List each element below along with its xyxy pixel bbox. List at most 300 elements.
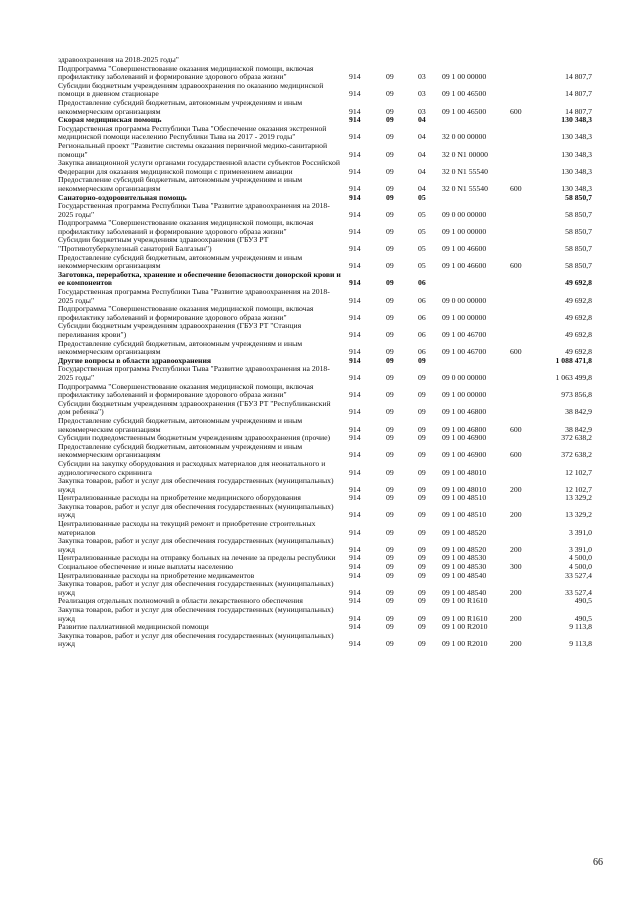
cell-amount: 372 638,2 [561, 433, 592, 443]
cell-subsection-code: 09 [418, 553, 426, 563]
cell-section-code: 09 [386, 433, 394, 443]
cell-subsection-code: 09 [418, 467, 426, 477]
cell-target-article: 09 1 00 46700 [442, 330, 487, 339]
cell-subsection-code: 06 [418, 347, 426, 357]
row-name: Субсидии подведомственным бюджетным учреждениям здравоохранения (прочие) [58, 433, 331, 443]
row-name: Предоставление субсидий бюджетным, автономным учреждениям и иным некоммерческим организациям [58, 252, 303, 271]
cell-subsection-code: 06 [418, 295, 426, 305]
cell-admin-code: 914 [349, 613, 361, 623]
cell-section-code: 09 [386, 192, 394, 202]
cell-target-article: 09 1 00 00000 [442, 390, 487, 400]
cell-admin-code: 914 [349, 355, 361, 365]
cell-section-code: 09 [386, 166, 394, 176]
cell-amount: 38 842,9 [565, 407, 592, 417]
cell-target-article: 09 1 00 00000 [442, 312, 487, 322]
cell-target-article: 09 1 00 00000 [442, 72, 487, 82]
cell-amount: 14 807,7 [565, 89, 592, 99]
cell-expense-type [506, 460, 540, 477]
cell-expense-type [506, 219, 540, 236]
cell-target-article: 09 1 00 48010 [442, 484, 487, 494]
cell-section-code: 09 [386, 278, 394, 288]
cell-target-article: 09 1 00 48010 [442, 467, 487, 477]
row-name: Закупка авиационной услуги органами государственной власти субъектов Российской Федерации для оказания медицинской помощи с применением авиации [58, 158, 340, 176]
table-row [58, 520, 594, 537]
cell-amount: 130 348,3 [561, 166, 592, 176]
cell-target-article [442, 357, 506, 366]
cell-target-article: 09 1 00 R2010 [442, 622, 488, 632]
cell-expense-type [506, 82, 540, 99]
cell-amount: 130 348,3 [561, 149, 592, 159]
table-row [58, 580, 594, 597]
cell-subsection-code: 09 [418, 562, 426, 572]
cell-target-article: 09 1 00 48530 [442, 553, 487, 563]
cell-subsection-code: 09 [418, 493, 426, 503]
row-name: Государственная программа Республики Тыва "Развитие здравоохранения на 2018-2025 годы" [58, 364, 330, 382]
table-row [58, 383, 594, 400]
cell-subsection-code: 09 [418, 390, 426, 400]
table-row [58, 159, 594, 176]
cell-section-code: 09 [386, 424, 394, 434]
cell-expense-type [506, 623, 540, 632]
cell-expense-type [506, 494, 540, 503]
cell-admin-code: 914 [349, 544, 361, 554]
table-row [58, 82, 594, 99]
cell-admin-code: 914 [349, 149, 361, 159]
cell-subsection-code: 09 [418, 450, 426, 460]
cell-admin-code: 914 [349, 183, 361, 193]
table-row [58, 400, 594, 417]
cell-expense-type: 300 [510, 562, 522, 572]
row-name: Предоставление субсидий бюджетным, автономным учреждениям и иным некоммерческим организациям [58, 338, 303, 357]
cell-section-code: 09 [386, 312, 394, 322]
cell-admin-code: 914 [349, 390, 361, 400]
cell-admin-code: 914 [349, 166, 361, 176]
table-row [58, 288, 594, 305]
cell-subsection-code: 09 [418, 613, 426, 623]
cell-amount: 58 850,7 [565, 226, 592, 236]
cell-subsection-code: 04 [418, 115, 426, 125]
table-row [58, 322, 594, 339]
cell-admin-code: 914 [349, 226, 361, 236]
cell-admin-code [345, 56, 381, 65]
cell-section-code [381, 56, 417, 65]
cell-admin-code: 914 [349, 244, 361, 254]
cell-section-code: 09 [386, 347, 394, 357]
table-row [58, 460, 594, 477]
cell-amount: 130 348,3 [561, 183, 592, 193]
cell-expense-type: 200 [510, 544, 522, 554]
cell-expense-type [506, 271, 540, 288]
row-name: Субсидии бюджетным учреждениям здравоохранения (ГБУЗ РТ "Станция переливания крови") [58, 321, 302, 339]
cell-admin-code: 914 [349, 132, 361, 142]
cell-subsection-code: 04 [418, 132, 426, 142]
cell-section-code: 09 [386, 622, 394, 632]
cell-target-article: 09 1 00 48540 [442, 570, 487, 580]
row-name: Другие вопросы в области здравоохранения [58, 355, 212, 365]
table-row [58, 417, 594, 434]
cell-admin-code: 914 [349, 553, 361, 563]
cell-amount: 4 500,0 [568, 553, 592, 563]
cell-target-article: 09 0 00 00000 [442, 209, 487, 219]
cell-amount: 14 807,7 [565, 106, 592, 116]
cell-expense-type [506, 597, 540, 606]
row-name: Реализация отдельных полномочий в области лекарственного обеспечения [58, 596, 303, 606]
cell-subsection-code: 06 [418, 330, 426, 339]
cell-target-article: 09 1 00 48510 [442, 493, 487, 503]
cell-section-code: 09 [386, 450, 394, 460]
cell-amount: 49 692,8 [565, 330, 592, 339]
cell-expense-type: 200 [510, 484, 522, 494]
cell-subsection-code: 09 [418, 527, 426, 537]
cell-expense-type [506, 365, 540, 382]
cell-admin-code: 914 [349, 639, 361, 649]
row-name: Централизованные расходы на приобретение медикаментов [58, 570, 255, 580]
cell-target-article: 09 1 00 46800 [442, 424, 487, 434]
cell-section-code: 09 [386, 330, 394, 339]
cell-admin-code: 914 [349, 89, 361, 99]
cell-admin-code: 914 [349, 407, 361, 417]
cell-subsection-code [417, 56, 442, 65]
cell-subsection-code: 09 [418, 544, 426, 554]
cell-target-article: 09 1 00 R1610 [442, 613, 488, 623]
cell-section-code: 09 [386, 596, 394, 606]
cell-admin-code: 914 [349, 450, 361, 460]
row-name: Подпрограмма "Совершенствование оказания медицинской помощи, включая профилактику заболеваний и формирование здорового образа жизни" [58, 381, 314, 400]
table-row [58, 537, 594, 554]
table-row [58, 202, 594, 219]
table-row [58, 340, 594, 357]
row-name: Подпрограмма "Совершенствование оказания медицинской помощи, включая профилактику заболеваний и формирование здорового образа жизни" [58, 218, 314, 236]
table-row [58, 271, 594, 288]
table-row [58, 503, 594, 520]
cell-target-article: 09 1 00 48510 [442, 510, 487, 520]
cell-expense-type [506, 288, 540, 305]
cell-expense-type: 600 [510, 261, 522, 271]
cell-section-code: 09 [386, 115, 394, 125]
cell-section-code: 09 [386, 149, 394, 159]
cell-target-article: 09 1 00 46800 [442, 407, 487, 417]
table-row [58, 443, 594, 460]
cell-subsection-code: 09 [418, 639, 426, 649]
row-name: Предоставление субсидий бюджетным, автономным учреждениям и иным некоммерческим организациям [58, 441, 303, 460]
cell-target-article: 09 1 00 48520 [442, 544, 487, 554]
row-name: Субсидии бюджетным учреждениям здравоохранения (ГБУЗ РТ "Противотуберкулезный санаторий Балгазын") [58, 235, 269, 254]
row-name: Социальное обеспечение и иные выплаты населению [58, 562, 234, 572]
cell-section-code: 09 [386, 613, 394, 623]
row-name: Санаторно-оздоровительная помощь [58, 192, 187, 202]
cell-amount: 33 527,4 [565, 587, 592, 597]
cell-section-code: 09 [386, 587, 394, 597]
cell-amount: 14 807,7 [565, 72, 592, 82]
cell-admin-code: 914 [349, 467, 361, 477]
cell-admin-code: 914 [349, 72, 361, 82]
row-name: Государственная программа Республики Тыва "Развитие здравоохранения на 2018-2025 годы" [58, 201, 330, 219]
row-name: Предоставление субсидий бюджетным, автономным учреждениям и иным некоммерческим организациям [58, 97, 303, 116]
cell-amount: 49 692,8 [565, 295, 592, 305]
cell-section-code: 09 [386, 261, 394, 271]
cell-admin-code: 914 [349, 261, 361, 271]
cell-subsection-code: 03 [418, 72, 426, 82]
cell-subsection-code: 09 [418, 622, 426, 632]
row-name: Предоставление субсидий бюджетным, автономным учреждениям и иным некоммерческим организациям [58, 415, 303, 434]
cell-admin-code: 914 [349, 347, 361, 357]
cell-section-code: 09 [386, 570, 394, 580]
cell-expense-type: 600 [510, 424, 522, 434]
cell-subsection-code: 09 [418, 355, 426, 365]
table-row [58, 176, 594, 193]
cell-amount: 130 348,3 [561, 132, 592, 142]
row-name: Субсидии бюджетным учреждениям здравоохранения по оказанию медицинской помощи в дневном стационаре [58, 80, 324, 99]
cell-target-article: 09 1 00 46600 [442, 244, 487, 254]
cell-target-article [442, 194, 506, 203]
cell-subsection-code: 04 [418, 183, 426, 193]
cell-section-code: 09 [386, 484, 394, 494]
row-name: Субсидии бюджетным учреждениям здравоохранения (ГБУЗ РТ "Республиканский дом ребенка") [58, 398, 331, 417]
table-row [58, 125, 594, 142]
cell-expense-type [506, 202, 540, 219]
cell-subsection-code: 05 [418, 209, 426, 219]
cell-amount: 490,5 [574, 613, 592, 623]
cell-subsection-code: 09 [418, 596, 426, 606]
cell-subsection-code: 09 [418, 570, 426, 580]
table-row [58, 142, 594, 159]
table-row [58, 99, 594, 116]
cell-section-code: 09 [386, 72, 394, 82]
cell-expense-type [506, 194, 540, 203]
cell-expense-type [506, 159, 540, 176]
row-name: Субсидии на закупку оборудования и расходных материалов для неонатального и аудиологического скрининга [58, 458, 326, 477]
cell-section-code: 09 [386, 183, 394, 193]
cell-expense-type [506, 56, 540, 65]
cell-section-code: 09 [386, 493, 394, 503]
cell-subsection-code: 09 [418, 433, 426, 443]
row-name: Закупка товаров, работ и услуг для обеспечения государственных (муниципальных) нужд [58, 605, 334, 623]
cell-subsection-code: 04 [418, 166, 426, 176]
cell-section-code: 09 [386, 639, 394, 649]
cell-section-code: 09 [386, 527, 394, 537]
cell-admin-code: 914 [349, 587, 361, 597]
cell-admin-code: 914 [349, 278, 361, 288]
cell-section-code: 09 [386, 132, 394, 142]
cell-expense-type [506, 357, 540, 366]
row-name: Скорая медицинская помощь [58, 115, 162, 125]
cell-section-code: 09 [386, 295, 394, 305]
cell-admin-code: 914 [349, 295, 361, 305]
cell-expense-type [506, 236, 540, 253]
table-row [58, 632, 594, 649]
cell-amount: 490,5 [574, 596, 592, 606]
cell-amount: 33 527,4 [565, 570, 592, 580]
row-name: Закупка товаров, работ и услуг для обеспечения государственных (муниципальных) нужд [58, 501, 334, 520]
table-row [58, 236, 594, 253]
cell-expense-type: 600 [510, 450, 522, 460]
cell-expense-type [506, 572, 540, 581]
cell-target-article [442, 56, 506, 65]
cell-subsection-code: 06 [418, 278, 426, 288]
cell-expense-type [506, 322, 540, 339]
cell-target-article: 09 1 00 48530 [442, 562, 487, 572]
cell-section-code: 09 [386, 562, 394, 572]
cell-expense-type [506, 305, 540, 322]
cell-admin-code: 914 [349, 372, 361, 382]
cell-expense-type: 600 [510, 183, 522, 193]
cell-admin-code: 914 [349, 510, 361, 520]
cell-amount: 3 391,0 [568, 544, 592, 554]
cell-expense-type: 600 [510, 347, 522, 357]
cell-section-code: 09 [386, 209, 394, 219]
cell-amount: 9 113,8 [569, 639, 592, 649]
cell-expense-type: 600 [510, 106, 522, 116]
cell-admin-code: 914 [349, 527, 361, 537]
cell-target-article: 09 1 00 46500 [442, 89, 487, 99]
cell-target-article: 32 0 N1 00000 [442, 149, 488, 159]
row-name: Государственная программа Республики Тыва "Обеспечение оказания экстренной медицинской помощи населению Республики Тыва на 2017 - 2019 годы" [58, 123, 327, 142]
cell-target-article: 32 0 00 00000 [442, 132, 487, 142]
cell-amount: 49 692,8 [565, 278, 592, 288]
row-name: Подпрограмма "Совершенствование оказания медицинской помощи, включая профилактику заболеваний и формирование здорового образа жизни" [58, 304, 314, 322]
cell-target-article: 09 1 00 00000 [442, 226, 487, 236]
cell-subsection-code: 09 [418, 484, 426, 494]
row-name: Предоставление субсидий бюджетным, автономным учреждениям и иным некоммерческим организациям [58, 175, 303, 193]
budget-table-container [58, 55, 592, 649]
cell-section-code: 09 [386, 89, 394, 99]
cell-amount: 13 329,2 [565, 493, 592, 503]
cell-target-article: 09 1 00 R1610 [442, 596, 488, 606]
cell-admin-code: 914 [349, 115, 361, 125]
cell-admin-code: 914 [349, 433, 361, 443]
cell-admin-code: 914 [349, 484, 361, 494]
table-row [58, 477, 594, 494]
cell-subsection-code: 05 [418, 226, 426, 236]
cell-amount: 58 850,7 [565, 192, 592, 202]
cell-admin-code: 914 [349, 493, 361, 503]
cell-target-article: 09 0 00 00000 [442, 295, 487, 305]
cell-amount: 58 850,7 [565, 244, 592, 254]
row-name: Централизованные расходы на приобретение медицинского оборудования [58, 493, 301, 503]
cell-section-code: 09 [386, 467, 394, 477]
cell-section-code: 09 [386, 244, 394, 254]
cell-amount: 12 102,7 [565, 467, 592, 477]
cell-section-code: 09 [386, 226, 394, 236]
cell-amount: 49 692,8 [565, 347, 592, 357]
table-row [58, 254, 594, 271]
row-name: Централизованные расходы на отправку больных на лечение за пределы республики [58, 553, 336, 563]
cell-target-article: 09 1 00 46600 [442, 261, 487, 271]
cell-amount: 372 638,2 [561, 450, 592, 460]
row-name: Закупка товаров, работ и услуг для обеспечения государственных (муниципальных) нужд [58, 476, 334, 494]
cell-target-article: 09 1 00 46900 [442, 433, 487, 443]
row-name: Закупка товаров, работ и услуг для обеспечения государственных (муниципальных) нужд [58, 579, 334, 597]
table-row [58, 365, 594, 382]
cell-amount: 38 842,9 [565, 424, 592, 434]
cell-subsection-code: 09 [418, 372, 426, 382]
cell-expense-type [506, 65, 540, 82]
cell-admin-code: 914 [349, 596, 361, 606]
cell-target-article: 09 1 00 46700 [442, 347, 487, 357]
cell-admin-code: 914 [349, 192, 361, 202]
table-row [58, 305, 594, 322]
budget-table [58, 56, 594, 649]
cell-section-code: 09 [386, 407, 394, 417]
cell-section-code: 09 [386, 390, 394, 400]
cell-amount: 4 500,0 [568, 562, 592, 572]
cell-subsection-code: 03 [418, 106, 426, 116]
cell-target-article: 09 1 00 48540 [442, 587, 487, 597]
cell-subsection-code: 05 [418, 261, 426, 271]
row-name: здравоохранения на 2018-2025 годы" [58, 55, 179, 64]
row-name: Закупка товаров, работ и услуг для обеспечения государственных (муниципальных) нужд [58, 630, 334, 649]
cell-expense-type: 200 [510, 587, 522, 597]
cell-admin-code: 914 [349, 570, 361, 580]
cell-subsection-code: 05 [418, 244, 426, 254]
cell-amount: 1 063 499,8 [555, 372, 592, 382]
table-row [58, 606, 594, 623]
row-name: Развитие паллиативной медицинской помощи [58, 622, 209, 632]
cell-expense-type [506, 520, 540, 537]
cell-admin-code: 914 [349, 562, 361, 572]
row-name: Государственная программа Республики Тыва "Развитие здравоохранения на 2018-2025 годы" [58, 287, 330, 305]
cell-target-article: 32 0 N1 55540 [442, 183, 488, 193]
cell-subsection-code: 09 [418, 407, 426, 417]
cell-subsection-code: 09 [418, 424, 426, 434]
cell-target-article: 09 1 00 R2010 [442, 639, 488, 649]
cell-amount: 130 348,3 [561, 115, 592, 125]
cell-section-code: 09 [386, 544, 394, 554]
row-name: Региональный проект "Развитие системы оказания первичной медико-санитарной помощи" [58, 140, 328, 159]
cell-section-code: 09 [386, 106, 394, 116]
page-number: 66 [593, 857, 603, 868]
cell-admin-code: 914 [349, 106, 361, 116]
cell-expense-type [506, 125, 540, 142]
cell-admin-code: 914 [349, 209, 361, 219]
cell-expense-type [506, 434, 540, 443]
cell-amount: 1 088 471,8 [555, 355, 592, 365]
cell-subsection-code: 03 [418, 89, 426, 99]
cell-amount: 49 692,8 [565, 312, 592, 322]
cell-target-article: 09 1 00 46500 [442, 106, 487, 116]
cell-amount: 13 329,2 [565, 510, 592, 520]
cell-target-article: 09 1 00 46900 [442, 450, 487, 460]
cell-target-article: 09 1 00 48520 [442, 527, 487, 537]
cell-admin-code: 914 [349, 622, 361, 632]
cell-section-code: 09 [386, 510, 394, 520]
cell-subsection-code: 05 [418, 192, 426, 202]
cell-amount [540, 56, 594, 65]
cell-amount: 58 850,7 [565, 261, 592, 271]
cell-target-article [442, 271, 506, 288]
cell-section-code: 09 [386, 553, 394, 563]
cell-expense-type: 200 [510, 639, 522, 649]
cell-target-article: 09 0 00 00000 [442, 372, 487, 382]
cell-amount: 58 850,7 [565, 209, 592, 219]
row-name: Подпрограмма "Совершенствование оказания медицинской помощи, включая профилактику заболеваний и формирование здорового образа жизни" [58, 63, 314, 82]
row-name: Закупка товаров, работ и услуг для обеспечения государственных (муниципальных) нужд [58, 536, 334, 554]
table-row [58, 65, 594, 82]
cell-admin-code: 914 [349, 424, 361, 434]
cell-admin-code: 914 [349, 330, 361, 339]
row-name: Заготовка, переработка, хранение и обеспечение безопасности донорской крови и ее компонентов [58, 269, 341, 288]
cell-subsection-code: 06 [418, 312, 426, 322]
row-name: Централизованные расходы на текущий ремонт и приобретение строительных материалов [58, 519, 316, 537]
cell-expense-type: 200 [510, 510, 522, 520]
cell-amount: 12 102,7 [565, 484, 592, 494]
cell-target-article: 32 0 N1 55540 [442, 166, 488, 176]
cell-admin-code: 914 [349, 312, 361, 322]
cell-expense-type: 200 [510, 613, 522, 623]
cell-expense-type [506, 116, 540, 125]
cell-amount: 9 113,8 [569, 622, 592, 632]
table-row [58, 219, 594, 236]
